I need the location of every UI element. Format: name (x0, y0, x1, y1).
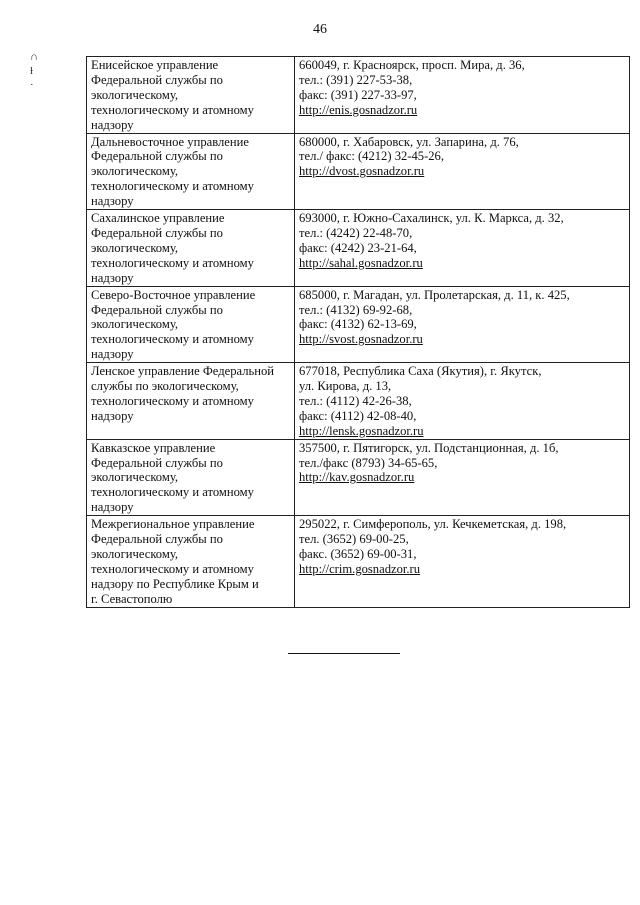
office-contacts-cell (295, 286, 630, 363)
office-contact-line: факс: (391) 227-33-97, (299, 87, 417, 102)
office-name-line: экологическому, (91, 470, 179, 485)
office-name-line: Федеральной службы по (91, 72, 223, 87)
office-contact-line: 295022, г. Симферополь, ул. Кечкеметская, д. 198, (299, 517, 567, 532)
office-name-line: надзору (91, 194, 134, 209)
office-name-line: Сахалинское управление (91, 211, 225, 226)
office-name-cell (87, 133, 295, 210)
office-contact-line: тел.: (4112) 42-26-38, (299, 393, 412, 408)
table-row (87, 57, 630, 134)
office-name-line: Енисейское управление (91, 58, 219, 72)
office-name-line: экологическому, (91, 164, 179, 179)
office-contacts-cell (295, 439, 630, 516)
office-contact-line: тел./ факс: (4212) 32-45-26, (299, 149, 445, 164)
office-name-line: экологическому, (91, 87, 179, 102)
office-name-line: надзору (91, 117, 134, 132)
office-contacts-cell (295, 210, 630, 287)
office-name-line: надзору (91, 500, 134, 515)
office-name-line: Дальневосточное управление (91, 134, 249, 149)
office-contact-line: факс: (4132) 62-13-69, (299, 317, 417, 332)
offices-table (86, 56, 630, 608)
office-name-line: технологическому и атомному (91, 561, 254, 576)
office-name-cell (87, 57, 295, 134)
page-number: 46 (313, 22, 327, 37)
office-name-cell (87, 363, 295, 440)
margin-mark: ɫ (30, 65, 34, 77)
office-contact-line: тел.: (4242) 22-48-70, (299, 225, 413, 240)
offices-table-body (87, 57, 630, 608)
office-website-link[interactable]: http://lensk.gosnadzor.ru (299, 423, 424, 438)
office-name-line: надзору (91, 347, 134, 362)
office-contact-line: 357500, г. Пятигорск, ул. Подстанционная, д. 1б, (299, 440, 559, 455)
office-name-line: технологическому и атомному (91, 255, 254, 270)
office-name-line: Северо-Восточное управление (91, 287, 256, 302)
office-contact-line: факс: (4112) 42-08-40, (299, 408, 417, 423)
office-name-cell (87, 439, 295, 516)
office-name-line: экологическому, (91, 240, 179, 255)
office-name-line: Федеральной службы по (91, 455, 223, 470)
office-contact-line: факс: (4242) 23-21-64, (299, 240, 417, 255)
office-name-line: технологическому и атомному (91, 102, 254, 117)
office-name-line: технологическому и атомному (91, 393, 254, 408)
office-name-line: технологическому и атомному (91, 332, 254, 347)
table-row (87, 210, 630, 287)
office-website-link[interactable]: http://enis.gosnadzor.ru (299, 102, 418, 117)
table-row (87, 286, 630, 363)
office-contact-line: тел.: (4132) 69-92-68, (299, 302, 413, 317)
office-contacts-cell (295, 57, 630, 134)
office-website-link[interactable]: http://crim.gosnadzor.ru (299, 561, 421, 576)
office-name-line: технологическому и атомному (91, 179, 254, 194)
office-name-line: службы по экологическому, (91, 379, 239, 394)
office-contact-line: тел.: (391) 227-53-38, (299, 72, 413, 87)
office-website-link[interactable]: http://kav.gosnadzor.ru (299, 470, 415, 485)
office-name-line: Федеральной службы по (91, 225, 223, 240)
office-contact-line: тел./факс (8793) 34-65-65, (299, 455, 438, 470)
office-name-line: экологическому, (91, 547, 179, 561)
office-contact-line: тел. (3652) 69-00-25, (299, 532, 409, 547)
office-contact-line: ул. Кирова, д. 13, (299, 379, 392, 394)
end-divider (288, 653, 400, 654)
office-name-line: г. Севастополю (91, 591, 173, 606)
office-website-link[interactable]: http://sahal.gosnadzor.ru (299, 255, 423, 270)
office-website-link[interactable]: http://dvost.gosnadzor.ru (299, 164, 425, 179)
office-contact-line: 660049, г. Красноярск, просп. Мира, д. 36, (299, 58, 525, 72)
office-name-line: Федеральной службы по (91, 532, 223, 547)
office-name-line: технологическому и атомному (91, 485, 254, 500)
office-name-line: Кавказское управление (91, 440, 216, 455)
table-row (87, 516, 630, 607)
office-contact-line: 685000, г. Магадан, ул. Пролетарская, д. 11, к. 425, (299, 287, 570, 302)
office-name-line: Федеральной службы по (91, 149, 223, 164)
office-name-cell (87, 210, 295, 287)
margin-mark: · (30, 79, 34, 91)
office-website-link[interactable]: http://svost.gosnadzor.ru (299, 332, 423, 347)
office-contacts-cell (295, 363, 630, 440)
office-name-line: Межрегиональное управление (91, 517, 255, 532)
office-contacts-cell (295, 133, 630, 210)
margin-marks (30, 50, 42, 92)
office-contact-line: 680000, г. Хабаровск, ул. Запарина, д. 76, (299, 134, 519, 149)
office-contacts-cell (295, 516, 630, 607)
table-row (87, 133, 630, 210)
table-row (87, 439, 630, 516)
office-contact-line: 693000, г. Южно-Сахалинск, ул. К. Маркса, д. 32, (299, 211, 564, 226)
margin-mark: ∩ (30, 51, 38, 63)
office-contact-line: факс. (3652) 69-00-31, (299, 547, 417, 561)
office-name-line: Ленское управление Федеральной (91, 364, 275, 379)
office-name-line: надзору (91, 408, 134, 423)
office-name-line: Федеральной службы по (91, 302, 223, 317)
office-name-cell (87, 286, 295, 363)
table-row (87, 363, 630, 440)
office-name-line: надзору по Республике Крым и (91, 576, 259, 591)
office-contact-line: 677018, Республика Саха (Якутия), г. Якутск, (299, 364, 542, 379)
office-name-cell (87, 516, 295, 607)
office-name-line: надзору (91, 270, 134, 285)
office-name-line: экологическому, (91, 317, 179, 332)
